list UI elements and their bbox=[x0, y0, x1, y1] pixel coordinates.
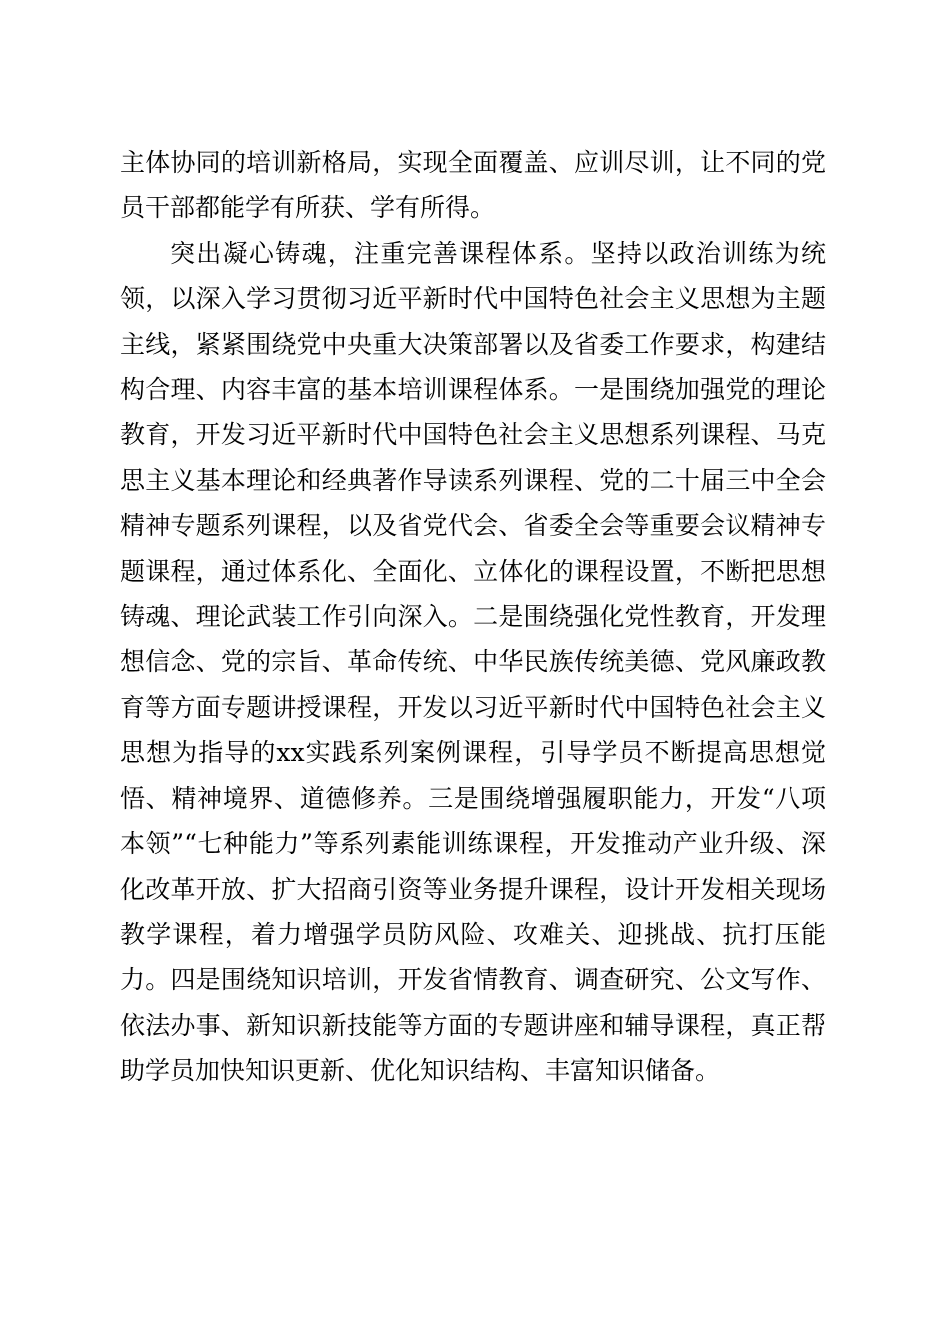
body-text bbox=[120, 140, 826, 1094]
paragraph-course-system: 突出凝心铸魂，注重完善课程体系。坚持以政治训练为统领，以深入学习贯彻习近平新时代中国特色社会主义思想为主题主线，紧紧围绕党中央重大决策部署以及省委工作要求，构建结构合理、内容丰富的基本培训课程体系。一是围绕加强党的理论教育，开发习近平新时代中国特色社会主义思想系列课程、马克思主义基本理论和经典著作导读系列课程、党的二十届三中全会精神专题系列课程，以及省党代会、省委全会等重要会议精神专题课程，通过体系化、全面化、立体化的课程设置，不断把思想铸魂、理论武装工作引向深入。二是围绕强化党性教育，开发理想信念、党的宗旨、革命传统、中华民族传统美德、党风廉政教育等方面专题讲授课程，开发以习近平新时代中国特色社会主义思想为指导的xx实践系列案例课程，引导学员不断提高思想觉悟、精神境界、道德修养。三是围绕增强履职能力，开发“八项本领”“七种能力”等系列素能训练课程，开发推动产业升级、深化改革开放、扩大招商引资等业务提升课程，设计开发相关现场教学课程，着力增强学员防风险、攻难关、迎挑战、抗打压能力。四是围绕知识培训，开发省情教育、调查研究、公文写作、依法办事、新知识新技能等方面的专题讲座和辅导课程，真正帮助学员加快知识更新、优化知识结构、丰富知识储备。 bbox=[120, 238, 826, 1086]
paragraph-continuation: 主体协同的培训新格局，实现全面覆盖、应训尽训，让不同的党员干部都能学有所获、学有所得。 bbox=[120, 148, 826, 223]
